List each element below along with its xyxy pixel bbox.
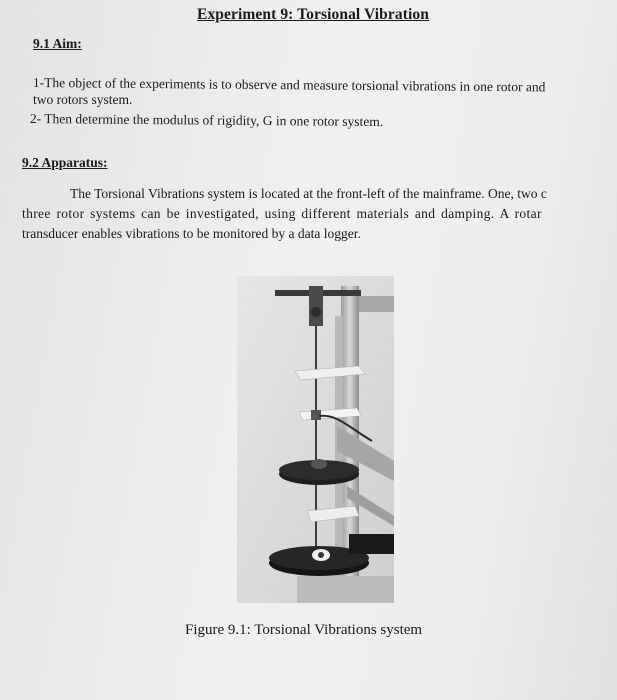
apparatus-paragraph: [22, 184, 617, 244]
aim-line-2: two rotors system.: [33, 92, 133, 107]
torsional-apparatus-photo: [237, 276, 394, 603]
apparatus-illustration: [237, 276, 394, 603]
apparatus-line-2: three rotor systems can be investigated, using different materials and damping. A rotar: [22, 206, 542, 221]
apparatus-line-3: transducer enables vibrations to be monitored by a data logger.: [22, 226, 361, 241]
aim-line-1: 1-The object of the experiments is to observe and measure torsional vibrations in one rotor and: [32, 75, 546, 95]
figure-caption: Figure 9.1: Torsional Vibrations system: [185, 622, 423, 638]
aim-heading: 9.1 Aim:: [33, 36, 82, 51]
apparatus-heading: 9.2 Apparatus:: [22, 155, 108, 170]
apparatus-line-1: The Torsional Vibrations system is located at the front-left of the mainframe. One, two c: [70, 186, 547, 201]
document-title: Experiment 9: Torsional Vibration: [197, 6, 429, 23]
aim-line-3: 2- Then determine the modulus of rigidity, G in one rotor system.: [29, 111, 384, 130]
